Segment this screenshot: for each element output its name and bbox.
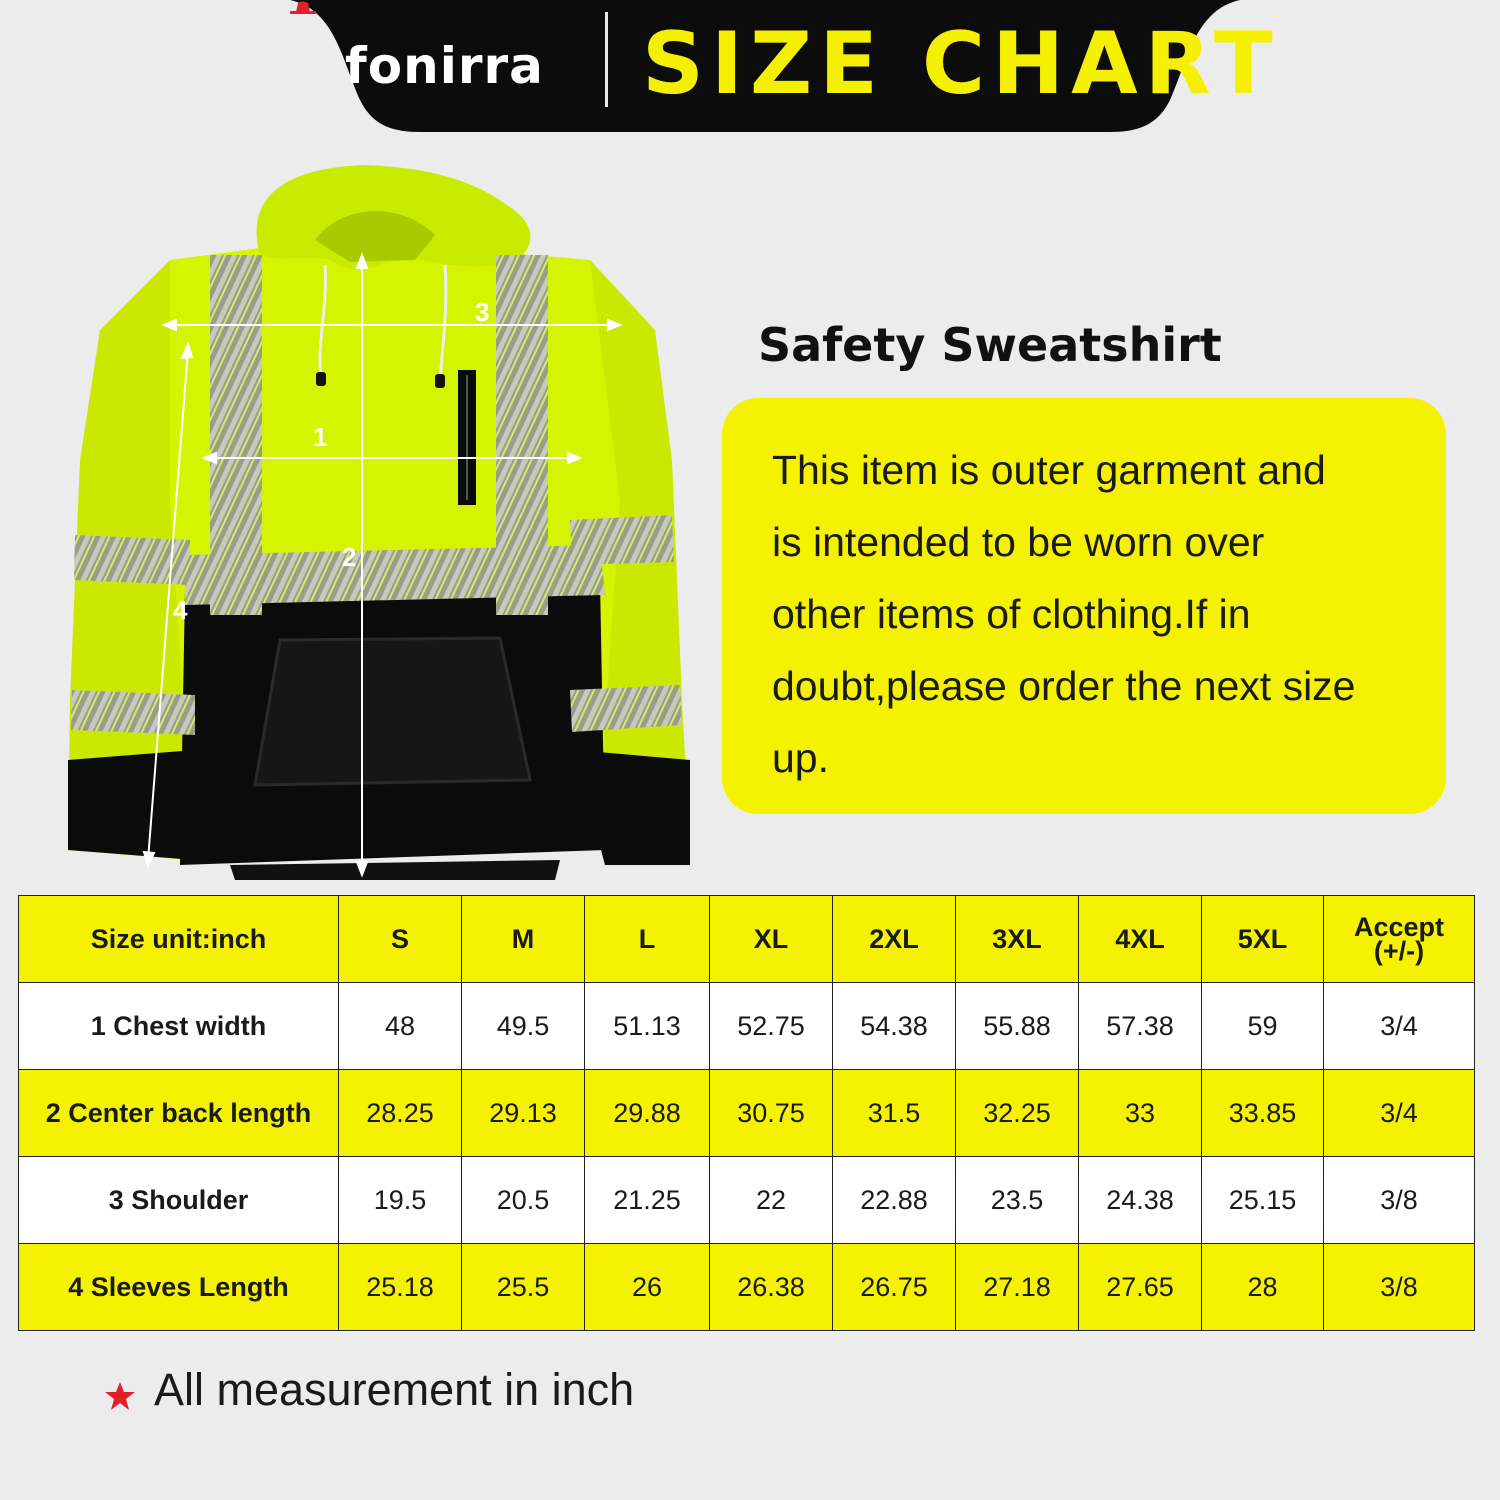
banner-divider: [605, 12, 608, 107]
info-line-1: This item is outer garment and: [772, 447, 1326, 493]
row-label: 2 Center back length: [19, 1070, 339, 1157]
table-cell: 25.18: [339, 1244, 462, 1331]
table-header-row: [19, 896, 1475, 983]
accept-header-line-2: (+/-): [1373, 936, 1425, 966]
table-cell: 48: [339, 983, 462, 1070]
table-cell: 52.75: [710, 983, 833, 1070]
size-header-5xl: 5XL: [1202, 896, 1324, 983]
info-line-4: doubt,please order the next size: [772, 663, 1356, 709]
hoodie-image: [60, 160, 700, 880]
table-cell: 25.15: [1202, 1157, 1324, 1244]
measure-label-3: 3: [475, 297, 490, 327]
table-cell: 27.65: [1079, 1244, 1202, 1331]
table-cell: 25.5: [462, 1244, 585, 1331]
accept-cell: 3/8: [1324, 1244, 1475, 1331]
table-cell: 29.13: [462, 1070, 585, 1157]
size-header-4xl: 4XL: [1079, 896, 1202, 983]
table-cell: 49.5: [462, 983, 585, 1070]
table-cell: 28: [1202, 1244, 1324, 1331]
table-cell: 54.38: [833, 983, 956, 1070]
table-cell: 51.13: [585, 983, 710, 1070]
accept-cell: 3/4: [1324, 983, 1475, 1070]
table-cell: 27.18: [956, 1244, 1079, 1331]
table-cell: 24.38: [1079, 1157, 1202, 1244]
table-cell: 26.38: [710, 1244, 833, 1331]
measure-label-2: 2: [342, 542, 357, 572]
accept-header-line-1: Accept: [1353, 912, 1445, 942]
footnote: [104, 1362, 634, 1418]
header-banner: [290, 0, 1280, 132]
measure-label-1: 1: [313, 422, 328, 452]
size-header-m: M: [462, 896, 585, 983]
table-cell: 30.75: [710, 1070, 833, 1157]
table-cell: 33: [1079, 1070, 1202, 1157]
star-icon: [104, 1380, 136, 1412]
table-corner-cell: Size unit:inch: [19, 896, 339, 983]
table-cell: 57.38: [1079, 983, 1202, 1070]
row-label: 1 Chest width: [19, 983, 339, 1070]
row-label: 3 Shoulder: [19, 1157, 339, 1244]
footnote-text: All measurement in inch: [154, 1364, 635, 1415]
brand-logo: fonirra: [345, 37, 544, 95]
size-header-xl: XL: [710, 896, 833, 983]
table-cell: 31.5: [833, 1070, 956, 1157]
table-cell: 59: [1202, 983, 1324, 1070]
table-cell: 22.88: [833, 1157, 956, 1244]
info-line-5: up.: [772, 735, 829, 781]
hat-icon: [290, 0, 316, 14]
info-line-3: other items of clothing.If in: [772, 591, 1251, 637]
table-cell: 33.85: [1202, 1070, 1324, 1157]
table-cell: 20.5: [462, 1157, 585, 1244]
table-cell: 29.88: [585, 1070, 710, 1157]
table-cell: 19.5: [339, 1157, 462, 1244]
table-row: [19, 1157, 1475, 1244]
size-table: [18, 895, 1475, 1331]
table-cell: 21.25: [585, 1157, 710, 1244]
table-cell: 32.25: [956, 1070, 1079, 1157]
product-title: Safety Sweatshirt: [758, 318, 1222, 372]
hoodie-illustration: [60, 160, 700, 880]
table-cell: 55.88: [956, 983, 1079, 1070]
size-header-2xl: 2XL: [833, 896, 956, 983]
accept-cell: 3/4: [1324, 1070, 1475, 1157]
table-cell: 22: [710, 1157, 833, 1244]
table-row: [19, 1244, 1475, 1331]
table-row: [19, 1070, 1475, 1157]
page-title: SIZE CHART: [642, 14, 1280, 114]
table-cell: 26.75: [833, 1244, 956, 1331]
table-cell: 26: [585, 1244, 710, 1331]
accept-cell: 3/8: [1324, 1157, 1475, 1244]
accept-header: [1324, 896, 1475, 983]
measure-label-4: 4: [173, 595, 188, 625]
info-callout: [722, 398, 1446, 814]
info-line-2: is intended to be worn over: [772, 519, 1265, 565]
row-label: 4 Sleeves Length: [19, 1244, 339, 1331]
table-row: [19, 983, 1475, 1070]
size-header-s: S: [339, 896, 462, 983]
size-header-3xl: 3XL: [956, 896, 1079, 983]
size-header-l: L: [585, 896, 710, 983]
table-cell: 23.5: [956, 1157, 1079, 1244]
table-cell: 28.25: [339, 1070, 462, 1157]
